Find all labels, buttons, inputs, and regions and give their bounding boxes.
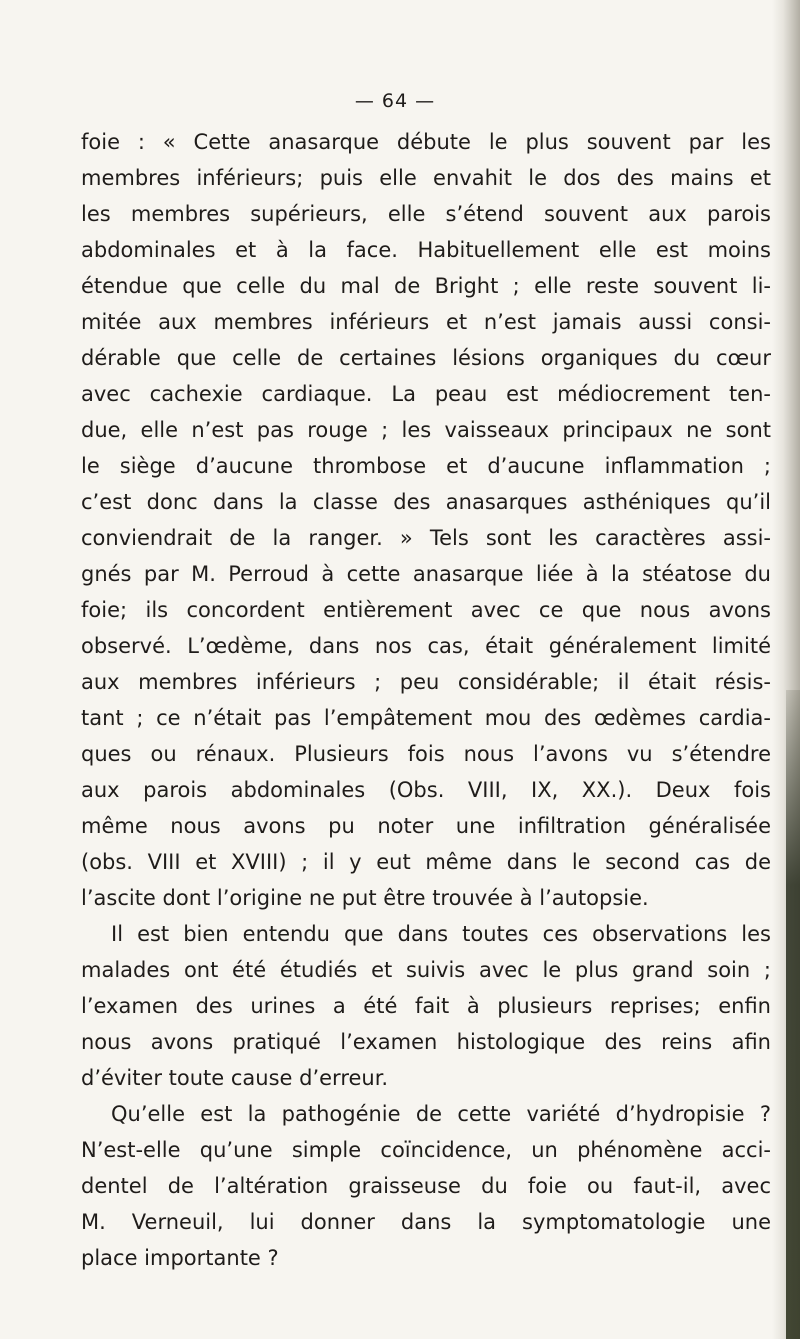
text-line: observé. L’œdème, dans nos cas, était généralement limité bbox=[81, 634, 771, 658]
text-line: due, elle n’est pas rouge ; les vaisseaux principaux ne sont bbox=[81, 418, 771, 442]
text-line: foie : « Cette anasarque débute le plus souvent par les bbox=[81, 130, 771, 154]
text-line: aux parois abdominales (Obs. VIII, IX, XX.). Deux fois bbox=[81, 778, 771, 802]
text-line: d’éviter toute cause d’erreur. bbox=[81, 1066, 389, 1090]
text-line: ques ou rénaux. Plusieurs fois nous l’avons vu s’étendre bbox=[81, 742, 771, 766]
text-line: nous avons pratiqué l’examen histologique des reins afin bbox=[81, 1030, 771, 1054]
body-text bbox=[81, 124, 771, 1276]
text-line: c’est donc dans la classe des anasarques asthéniques qu’il bbox=[81, 490, 771, 514]
text-line: le siège d’aucune thrombose et d’aucune inflammation ; bbox=[81, 454, 771, 478]
text-line: conviendrait de la ranger. » Tels sont les caractères assi- bbox=[81, 526, 771, 550]
text-line: les membres supérieurs, elle s’étend souvent aux parois bbox=[81, 202, 771, 226]
text-line: tant ; ce n’était pas l’empâtement mou des œdèmes cardia- bbox=[81, 706, 771, 730]
text-line: étendue que celle du mal de Bright ; elle reste souvent li- bbox=[81, 274, 771, 298]
text-line: dentel de l’altération graisseuse du foie ou faut-il, avec bbox=[81, 1174, 771, 1198]
binding-edge bbox=[786, 690, 800, 1339]
text-line: gnés par M. Perroud à cette anasarque liée à la stéatose du bbox=[81, 562, 771, 586]
text-line: N’est-elle qu’une simple coïncidence, un phénomène acci- bbox=[81, 1138, 771, 1162]
text-line: M. Verneuil, lui donner dans la symptomatologie une bbox=[81, 1210, 771, 1234]
text-line: place importante ? bbox=[81, 1246, 279, 1270]
text-line: l’examen des urines a été fait à plusieurs reprises; enfin bbox=[81, 994, 771, 1018]
page-number: — 64 — bbox=[354, 90, 436, 112]
text-line: foie; ils concordent entièrement avec ce que nous avons bbox=[81, 598, 771, 622]
text-line: (obs. VIII et XVIII) ; il y eut même dans le second cas de bbox=[81, 850, 771, 874]
text-line: malades ont été étudiés et suivis avec le plus grand soin ; bbox=[81, 958, 771, 982]
text-line: avec cachexie cardiaque. La peau est médiocrement ten- bbox=[81, 382, 771, 406]
text-line: l’ascite dont l’origine ne put être trouvée à l’autopsie. bbox=[81, 886, 649, 910]
text-line: même nous avons pu noter une infiltration généralisée bbox=[81, 814, 771, 838]
text-line: membres inférieurs; puis elle envahit le dos des mains et bbox=[81, 166, 771, 190]
text-line: aux membres inférieurs ; peu considérable; il était résis- bbox=[81, 670, 771, 694]
text-line: Il est bien entendu que dans toutes ces observations les bbox=[111, 922, 771, 946]
text-line: Qu’elle est la pathogénie de cette variété d’hydropisie ? bbox=[111, 1102, 771, 1126]
text-line: abdominales et à la face. Habituellement elle est moins bbox=[81, 238, 771, 262]
text-line: dérable que celle de certaines lésions organiques du cœur bbox=[81, 346, 771, 370]
text-line: mitée aux membres inférieurs et n’est jamais aussi consi- bbox=[81, 310, 771, 334]
